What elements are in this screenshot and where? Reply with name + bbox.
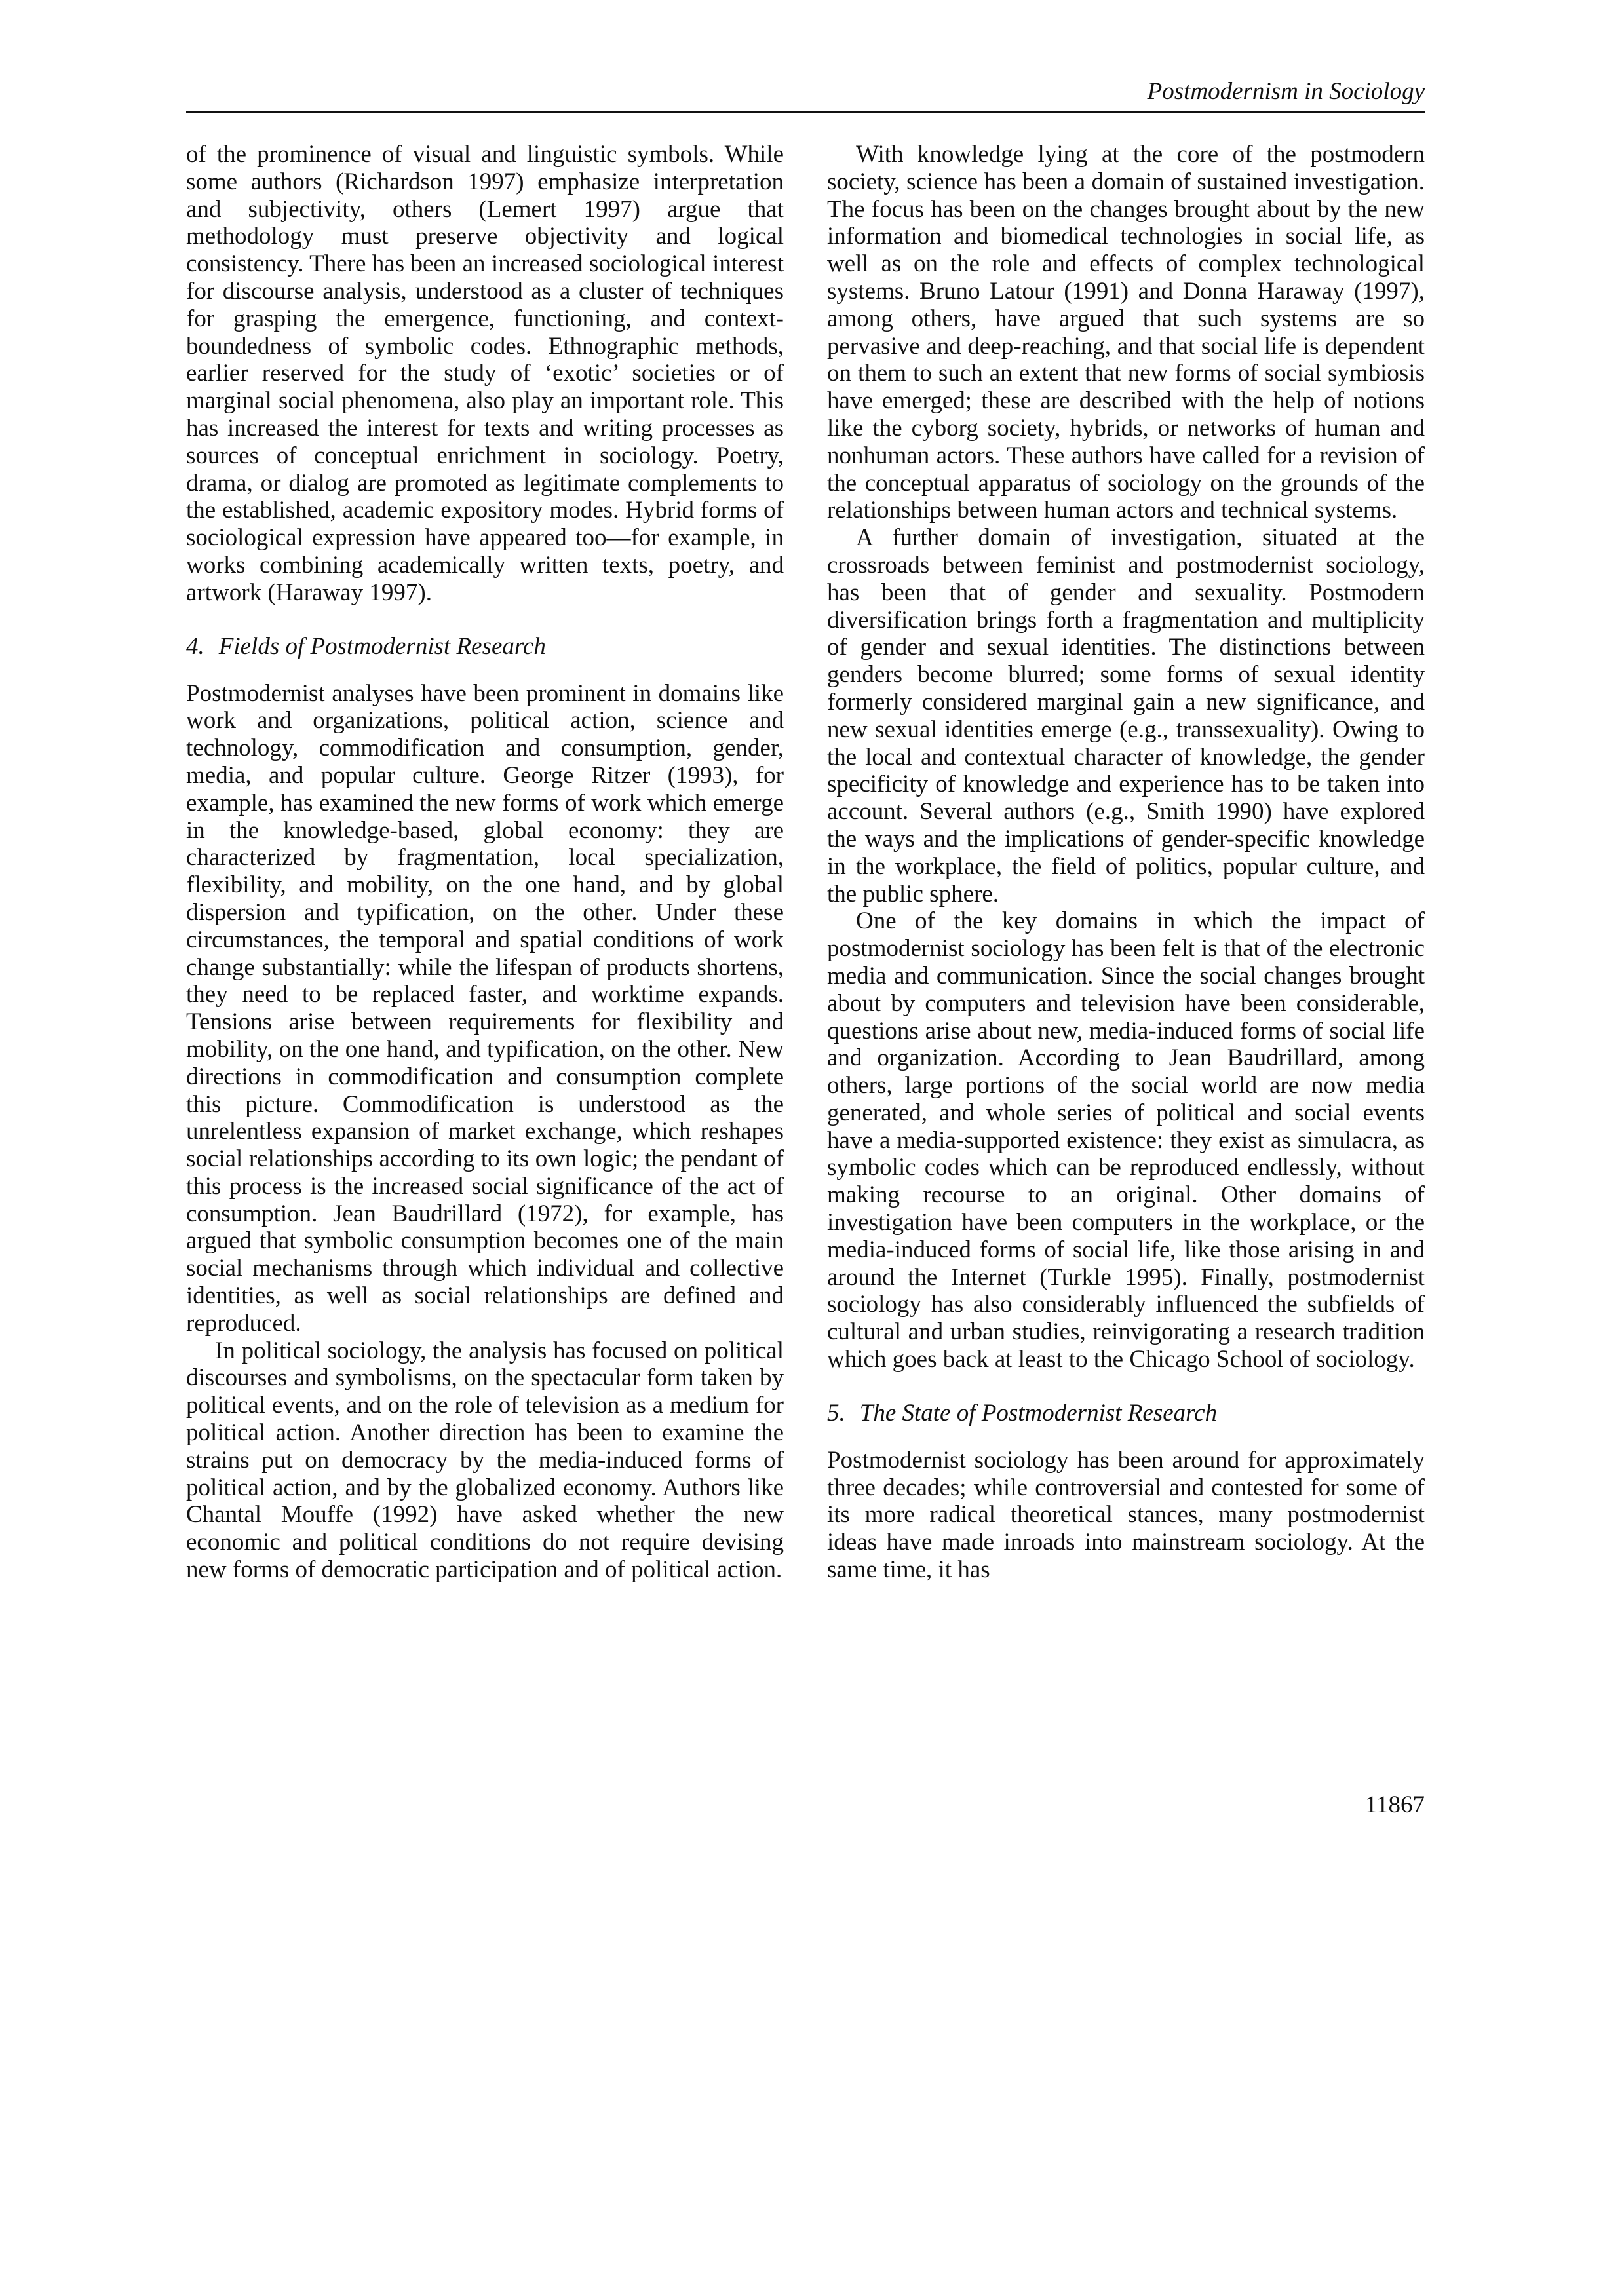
paragraph-science-technology: With knowledge lying at the core of the postmodern society, science has been a domain of sustained investigation. The focus has been on the changes brought about by the new information and biomedical technologies in social life, as well as on the role and effects of complex technological systems. Bruno Latour (1991) and Donna Haraway (1997), among others, have argued that such systems are so pervasive and deep-reaching, and that social life is dependent on them to such an extent that new forms of social symbiosis have emerged; these are described with the help of notions like the cyborg society, hybrids, or networks of human and nonhuman actors. These authors have called for a revision of the conceptual apparatus of sociology on the grounds of the relationships between human actors and technical systems. (827, 141, 1425, 524)
left-column (186, 141, 784, 1584)
section-title: The State of Postmodernist Research (859, 1399, 1218, 1426)
paragraph-methods-continued: of the prominence of visual and linguistic symbols. While some authors (Richardson 1997) emphasize interpretation and subjectivity, others (Lemert 1997) argue that methodology must preserve objectivity and logical consistency. There has been an increased sociological interest for discourse analysis, understood as a cluster of techniques for grasping the emergence, functioning, and context-boundedness of symbolic codes. Ethnographic methods, earlier reserved for the study of ‘exotic’ societies or of marginal social phenomena, also play an important role. This has increased the interest for texts and writing processes as sources of conceptual enrichment in sociology. Poetry, drama, or dialog are promoted as legitimate complements to the established, academic expository modes. Hybrid forms of sociological expression have appeared too—for example, in works combining academically written texts, poetry, and artwork (Haraway 1997). (186, 141, 784, 606)
right-column (827, 141, 1425, 1584)
section-heading-state (827, 1400, 1425, 1427)
paragraph-state-of-research: Postmodernist sociology has been around for approximately three decades; while controversial and contested for some of its more radical theoretical stances, many postmodernist ideas have made inroads into mainstream sociology. At the same time, it has (827, 1446, 1425, 1584)
paragraph-political-sociology: In political sociology, the analysis has focused on political discourses and symbolisms, on the spectacular form taken by political events, and on the role of television as a medium for political action. Another direction has been to examine the strains put on democracy by the media-induced forms of political action, and by the globalized economy. Authors like Chantal Mouffe (1992) have asked whether the new economic and political conditions do not require devising new forms of democratic participation and of political action. (186, 1337, 784, 1584)
section-number: 4. (186, 632, 204, 660)
section-number: 5. (827, 1399, 845, 1426)
page-number: 11867 (1364, 1791, 1425, 1818)
running-title: Postmodernism in Sociology (1147, 78, 1425, 105)
paragraph-media-communication: One of the key domains in which the impact of postmodernist sociology has been felt is that of the electronic media and communication. Since the social changes brought about by computers and television have been considerable, questions arise about new, media-induced forms of social life and organization. According to Jean Baudrillard, among others, large portions of the social world are now media generated, and whole series of political and social events have a media-supported existence: they exist as simulacra, as symbolic codes which can be reproduced endlessly, without making recourse to an original. Other domains of investigation have been computers in the workplace, or the media-induced forms of social life, like those arising in and around the Internet (Turkle 1995). Finally, postmodernist sociology has also considerably influenced the subfields of cultural and urban studies, reinvigorating a research tradition which goes back at least to the Chicago School of sociology. (827, 908, 1425, 1373)
section-heading-fields (186, 633, 784, 660)
section-title: Fields of Postmodernist Research (218, 632, 546, 660)
paragraph-fields-work-consumption: Postmodernist analyses have been prominent in domains like work and organizations, political action, science and technology, commodification and consumption, gender, media, and popular culture. George Ritzer (1993), for example, has examined the new forms of work which emerge in the knowledge-based, global economy: they are characterized by fragmentation, local specialization, flexibility, and mobility, on the one hand, and by global dispersion and typification, on the other. Under these circumstances, the temporal and spatial conditions of work change substantially: while the lifespan of products shortens, they need to be replaced faster, and worktime expands. Tensions arise between requirements for flexibility and mobility, on the one hand, and typification, on the other. New directions in commodification and consumption complete this picture. Commodification is understood as the unrelentless expansion of market exchange, which reshapes social relationships according to its own logic; the pendant of this process is the increased social significance of the act of consumption. Jean Baudrillard (1972), for example, has argued that symbolic consumption becomes one of the main social mechanisms through which individual and collective identities, as well as social relationships are defined and reproduced. (186, 679, 784, 1337)
header-rule (186, 111, 1425, 113)
paragraph-gender-sexuality: A further domain of investigation, situated at the crossroads between feminist and postmodernist sociology, has been that of gender and sexuality. Postmodern diversification brings forth a fragmentation and multiplicity of gender and sexual identities. The distinctions between genders become blurred; some forms of sexual identity formerly considered marginal gain a new significance, and new sexual identities emerge (e.g., transsexuality). Owing to the local and contextual character of knowledge, the gender specificity of knowledge and experience has to be taken into account. Several authors (e.g., Smith 1990) have explored the ways and the implications of gender-specific knowledge in the workplace, the field of politics, popular culture, and the public sphere. (827, 524, 1425, 908)
